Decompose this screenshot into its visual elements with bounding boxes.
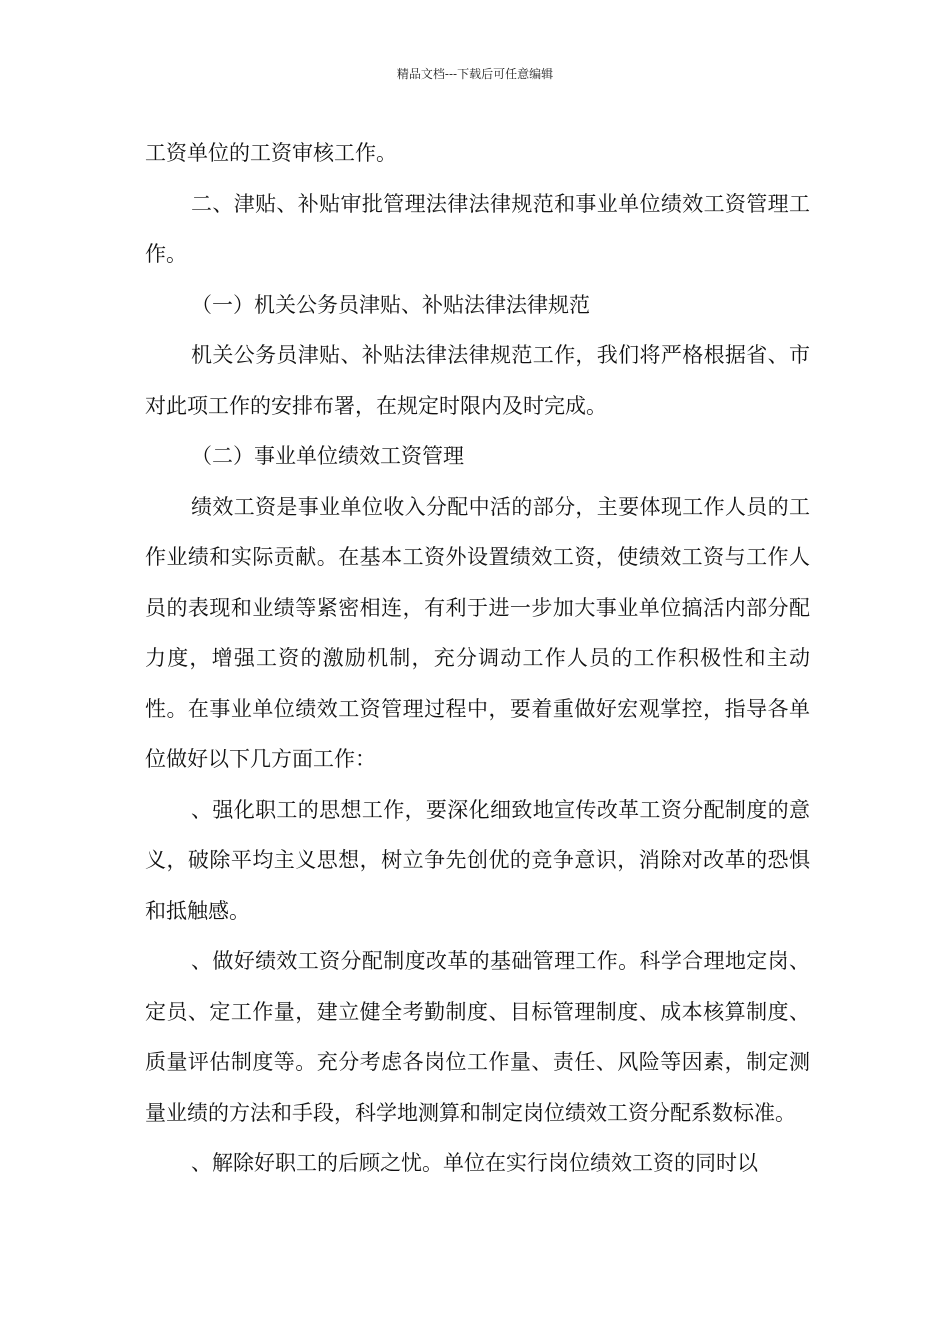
subsection-heading-2: （二）事业单位绩效工资管理 (191, 444, 464, 468)
paragraph-civil-servant-allowance: 机关公务员津贴、补贴法律法律规范工作，我们将严格根据省、市对此项工作的安排布署，在规定时限内及时完成。 (145, 343, 810, 418)
paragraph-continuation: 工资单位的工资审核工作。 (145, 141, 397, 165)
page-header: 精品文档---下载后可任意编辑 (396, 67, 554, 81)
section-heading-2: 二、津贴、补贴审批管理法律法律规范和事业单位绩效工资管理工作。 (145, 191, 810, 266)
paragraph-item-ideology: 、强化职工的思想工作，要深化细致地宣传改革工资分配制度的意义，破除平均主义思想，树立争先创优的竞争意识，消除对改革的恐惧和抵触感。 (145, 797, 810, 923)
subsection-heading-1: （一）机关公务员津贴、补贴法律法律规范 (191, 292, 590, 317)
document-body (145, 128, 810, 1189)
paragraph-item-basic-management: 、做好绩效工资分配制度改革的基础管理工作。科学合理地定岗、定员、定工作量，建立健全考勤制度、目标管理制度、成本核算制度、质量评估制度等。充分考虑各岗位工作量、责任、风险等因素，制定测量业绩的方法和手段，科学地测算和制定岗位绩效工资分配系数标准。 (145, 949, 810, 1125)
paragraph-performance-pay: 绩效工资是事业单位收入分配中活的部分，主要体现工作人员的工作业绩和实际贡献。在基本工资外设置绩效工资，使绩效工资与工作人员的表现和业绩等紧密相连，有利于进一步加大事业单位搞活内部分配力度，增强工资的激励机制，充分调动工作人员的工作积极性和主动性。在事业单位绩效工资管理过程中，要着重做好宏观掌控，指导各单位做好以下几方面工作： (145, 494, 810, 771)
paragraph-item-worries: 、解除好职工的后顾之忧。单位在实行岗位绩效工资的同时以 (191, 1151, 758, 1175)
